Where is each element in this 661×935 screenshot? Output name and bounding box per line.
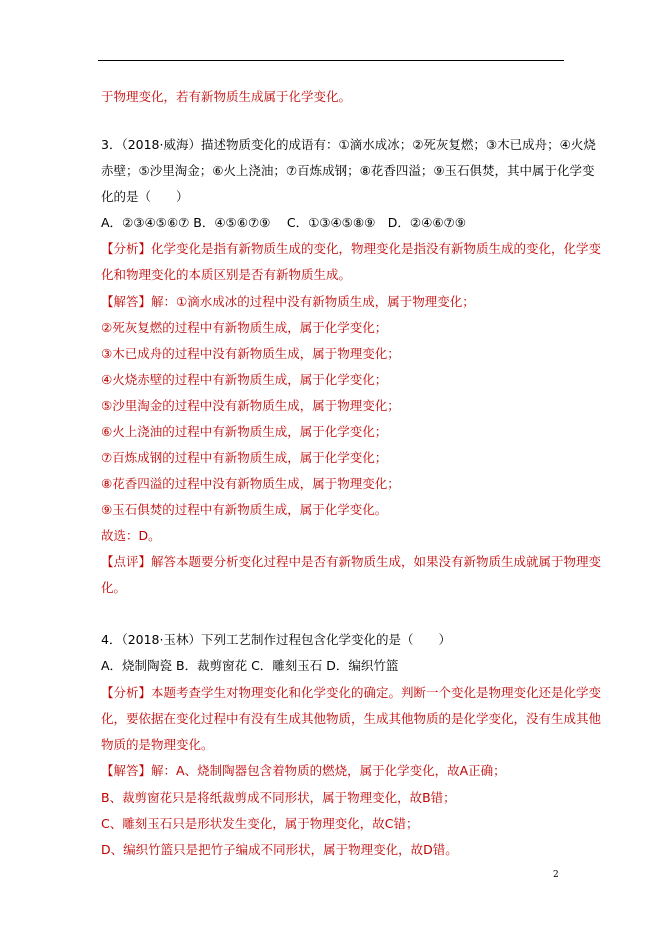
q3-answer-line-3: ③木已成舟的过程中没有新物质生成，属于物理变化； [101,346,400,361]
q4-options: A．烧制陶瓷 B．裁剪窗花 C．雕刻玉石 D．编织竹篮 [101,658,399,673]
q3-analysis-line-1 [101,241,601,257]
q3-analysis-text: 化学变化是指有新物质生成的变化，物理变化是指没有新物质生成的变化，化学变 [151,241,602,256]
q3-options: A．②③④⑤⑥⑦ B．④⑤⑥⑦⑨ C．①③④⑤⑧⑨ D．②④⑥⑦⑨ [101,215,466,230]
q3-answer-line-1 [101,294,475,310]
q3-comment-line-2: 化。 [101,580,127,595]
q3-answer-line-2: ②死灰复燃的过程中有新物质生成，属于化学变化； [101,320,388,335]
q3-choice: 故选：D。 [101,528,161,543]
q3-analysis-line-2: 化和物理变化的本质区别是否有新物质生成。 [101,267,352,282]
q4-answer-text: 解：A、烧制陶器包含着物质的燃烧，属于化学变化，故A正确； [151,763,506,778]
q3-answer-line-8: ⑧花香四溢的过程中没有新物质生成，属于物理变化； [101,476,400,491]
continuation-text: 于物理变化，若有新物质生成属于化学变化。 [101,89,352,104]
q3-answer-text: 解：①滴水成冰的过程中没有新物质生成，属于物理变化； [151,294,475,309]
q4-analysis-line-1 [101,685,601,701]
answer-tag: 【解答】 [101,763,152,778]
q4-stem: 4．（2018·玉林）下列工艺制作过程包含化学变化的是（ ） [101,632,451,647]
header-rule [98,60,564,61]
q4-answer-line-4: D、编织竹篮只是把竹子编成不同形状，属于物理变化，故D错。 [101,842,458,857]
analysis-tag: 【分析】 [101,685,152,700]
q3-stem-line-3: 化的是（ ） [101,189,189,204]
q4-analysis-line-3: 物质的是物理变化。 [101,737,214,752]
q3-comment-line-1 [101,554,601,570]
q3-stem-line-1: 3．（2018·威海）描述物质变化的成语有：①滴水成冰；②死灰复燃；③木已成舟；④火烧 [101,137,596,152]
answer-tag: 【解答】 [101,294,152,309]
analysis-tag: 【分析】 [101,241,152,256]
q3-answer-line-4: ④火烧赤壁的过程中有新物质生成，属于化学变化； [101,372,388,387]
q3-answer-line-5: ⑤沙里淘金的过程中没有新物质生成，属于物理变化； [101,398,400,413]
q3-answer-line-6: ⑥火上浇油的过程中有新物质生成，属于化学变化； [101,424,388,439]
page-number: 2 [553,870,559,880]
q3-comment-text: 解答本题要分析变化过程中是否有新物质生成，如果没有新物质生成就属于物理变 [151,554,602,569]
q4-answer-line-1 [101,763,506,779]
q3-answer-line-9: ⑨玉石俱焚的过程中有新物质生成，属于化学变化。 [101,502,388,517]
q4-answer-line-2: B、裁剪窗花只是将纸裁剪成不同形状，属于物理变化，故B错； [101,790,456,805]
q4-answer-line-3: C、雕刻玉石只是形状发生变化，属于物理变化，故C错； [101,816,419,831]
comment-tag: 【点评】 [101,554,152,569]
q4-analysis-line-2: 化，要依据在变化过程中有没有生成其他物质，生成其他物质的是化学变化，没有生成其他 [101,711,602,726]
q4-analysis-text: 本题考查学生对物理变化和化学变化的确定。判断一个变化是物理变化还是化学变 [151,685,602,700]
q3-answer-line-7: ⑦百炼成钢的过程中有新物质生成，属于化学变化； [101,450,388,465]
q3-stem-line-2: 赤壁；⑤沙里淘金；⑥火上浇油；⑦百炼成钢；⑧花香四溢；⑨玉石俱焚，其中属于化学变 [101,163,595,178]
